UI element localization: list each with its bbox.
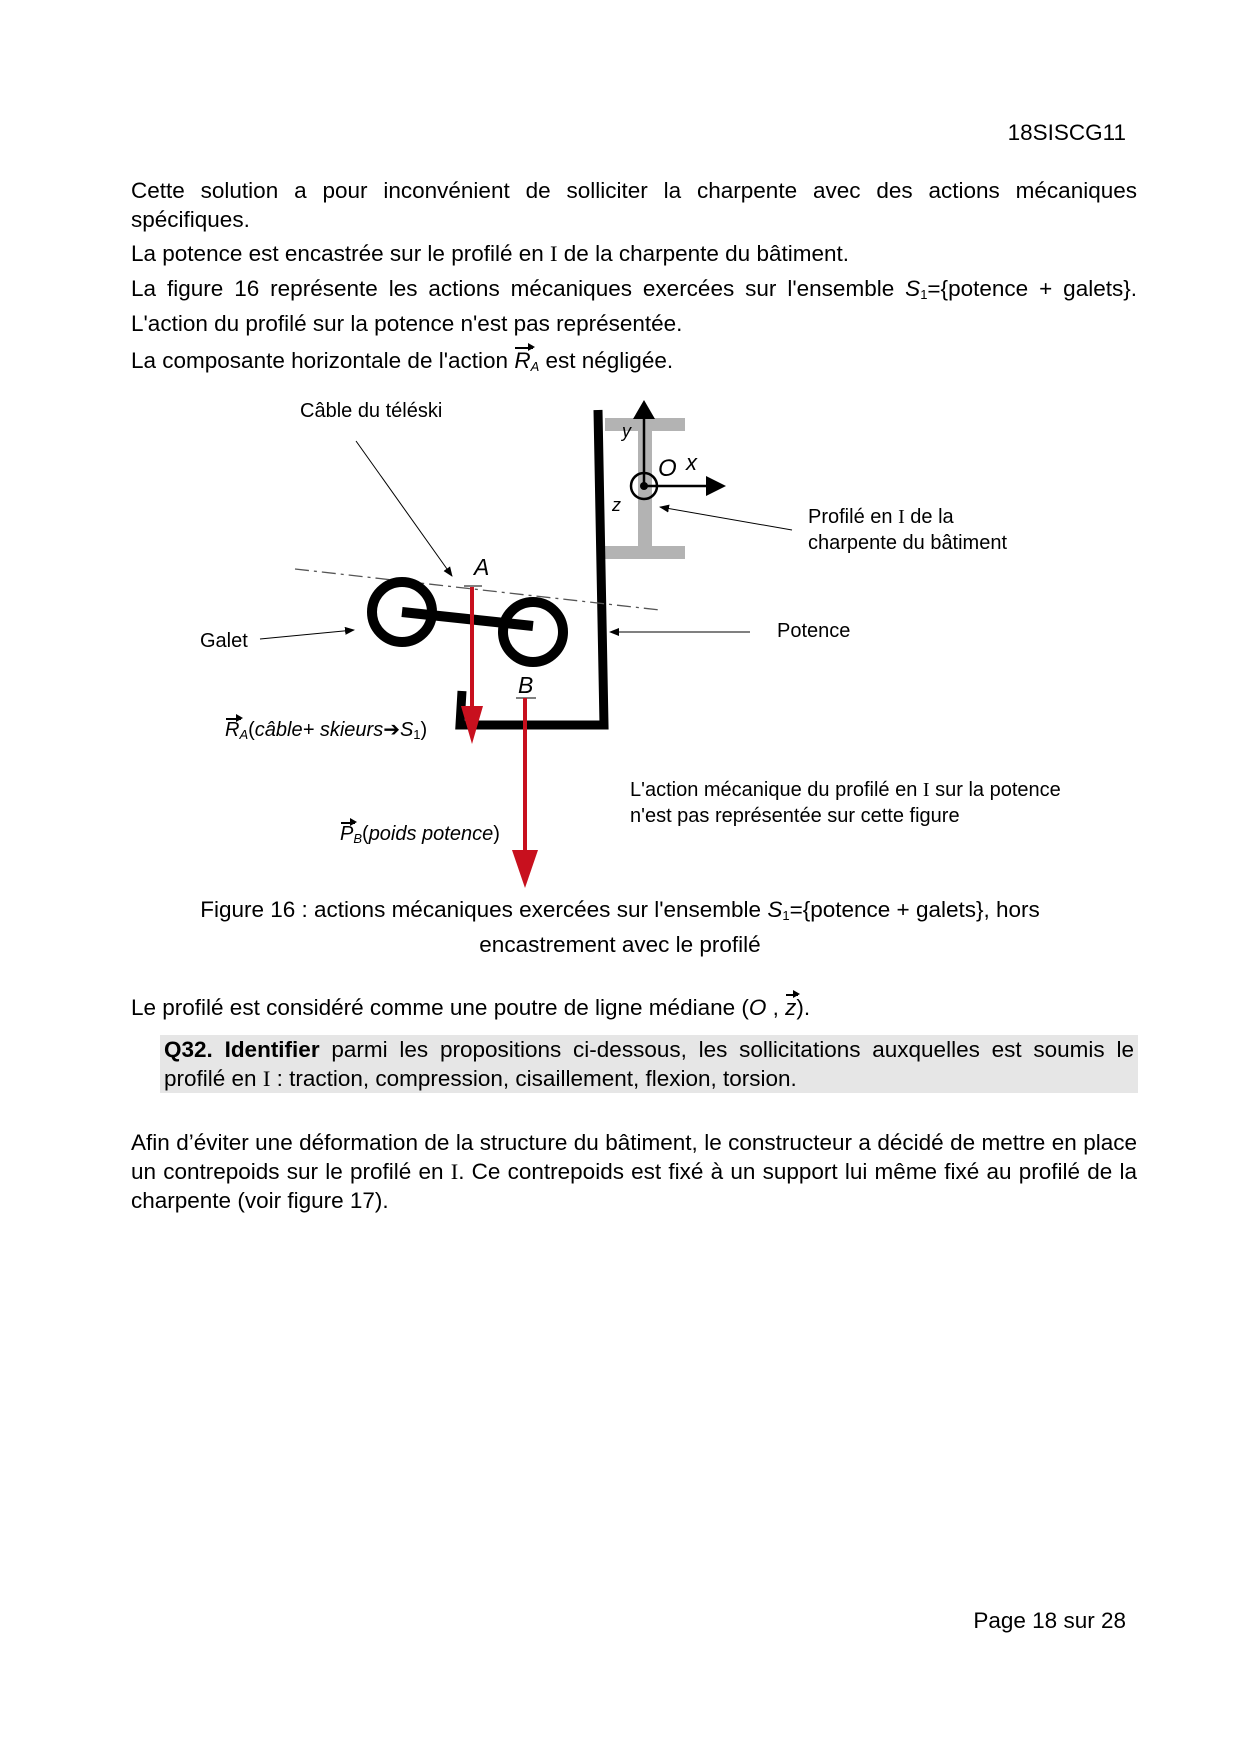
cable-leader	[356, 441, 452, 576]
point-a-label: A	[474, 554, 490, 580]
text-fragment: La figure 16 représente les actions mécaniques exercées sur l'ensemble	[131, 276, 895, 301]
axis-label-x: x	[686, 450, 697, 475]
text-fragment: La composante horizontale de l'action	[131, 348, 509, 373]
force-ra-desc: câble+ skieurs➔	[254, 719, 400, 741]
symbol-i: I	[450, 1159, 459, 1184]
text-fragment: . Ce contrepoids est fixé à un support lui même fixé au profilé de la charpente (voir figure 17).	[131, 1159, 1137, 1213]
force-ra-label: $R_A(câble+$ $skieurs➔S_1$)	[225, 719, 428, 742]
symbol-o: O	[748, 995, 767, 1020]
symbol-s-sub: 1	[920, 287, 928, 302]
symbol-s: S	[905, 276, 921, 301]
text-fragment: L'action mécanique du profilé en	[630, 779, 918, 801]
paragraph-intro: Cette solution a pour inconvénient de solliciter la charpente avec des actions mécaniques spécifiques.	[131, 178, 1137, 232]
symbol-i: I	[262, 1066, 271, 1091]
potence-label: Potence	[777, 620, 851, 642]
coordinate-system	[631, 400, 726, 499]
z-axis-dot	[640, 482, 648, 490]
page-number: Page 18 sur 28	[973, 1608, 1126, 1633]
text-fragment: La potence est encastrée sur le profilé en	[131, 241, 544, 266]
x-axis-arrowhead	[706, 476, 726, 496]
vector-ra: R	[225, 719, 240, 741]
question-text-end: : traction, compression, cisaillement, flexion, torsion.	[276, 1066, 797, 1091]
vector-ra: R	[514, 348, 531, 373]
vector-pb: P	[340, 823, 354, 845]
axis-label-z: z	[612, 495, 621, 515]
figure-caption	[120, 895, 1120, 959]
vector-ra-sub: A	[239, 727, 249, 742]
text-fragment: Profilé en	[808, 506, 893, 528]
symbol-i: I	[550, 241, 558, 266]
text-fragment: ={potence + galets}. L'action du profilé sur la potence n'est pas représentée.	[131, 276, 1137, 336]
galet-leader	[260, 630, 354, 639]
symbol-i: I	[898, 506, 905, 528]
symbol-s: S	[399, 719, 414, 741]
text-fragment: charpente du bâtiment	[808, 532, 1008, 554]
document-code: 18SISCG11	[1007, 120, 1126, 145]
cable-label: Câble du téléski	[300, 400, 443, 422]
text-fragment: est négligée.	[545, 348, 674, 373]
galets	[372, 582, 563, 662]
question-text: parmi les propositions ci-dessous, les sollicitations auxquelles est soumis le profilé en	[164, 1037, 1134, 1091]
profile-label	[808, 504, 1007, 556]
figure-note	[630, 777, 1061, 829]
paragraph-median-line: Le profilé est considéré comme une poutre de ligne médiane (O , z).	[131, 995, 811, 1020]
axis-label-o: O	[658, 455, 677, 482]
question-q32	[160, 1035, 1138, 1093]
force-pb-desc: poids potence	[368, 823, 494, 845]
question-verb: Identifier	[224, 1037, 320, 1062]
axis-label-y: y	[622, 421, 631, 441]
text-fragment: de la	[910, 506, 954, 528]
force-pb-label: $P_B(poids$ potence)	[340, 823, 500, 846]
profile-leader	[660, 507, 792, 530]
paragraph-counterweight	[120, 1128, 1137, 1215]
text-fragment: encastrement avec le profilé	[479, 932, 761, 957]
point-b-label: B	[518, 672, 534, 698]
text-fragment: de la charpente du bâtiment.	[563, 241, 849, 266]
text-fragment: sur la potence	[935, 779, 1061, 801]
question-number: Q32.	[164, 1037, 213, 1062]
galet-right	[503, 602, 563, 662]
symbol-s-sub: 1	[782, 908, 790, 923]
symbol-s-sub: 1	[413, 727, 421, 742]
text-fragment: Afin d’éviter une déformation de la structure du bâtiment, le constructeur a décidé de mettre en place un contrepoids sur le profilé en	[131, 1130, 1137, 1184]
vector-pb-sub: B	[353, 831, 363, 846]
symbol-i: I	[922, 779, 930, 801]
vector-ra-sub: A	[530, 359, 540, 374]
y-axis-arrowhead	[633, 400, 655, 419]
text-fragment: n'est pas représentée sur cette figure	[630, 805, 960, 827]
text-fragment: Figure 16 : actions mécaniques exercées sur l'ensemble	[200, 897, 762, 922]
text-fragment: Le profilé est considéré comme une poutre de ligne médiane	[131, 995, 736, 1020]
text-fragment: ={potence + galets}, hors	[789, 897, 1040, 922]
vector-z: z	[785, 995, 797, 1020]
galet-label: Galet	[200, 630, 248, 652]
symbol-s: S	[767, 897, 783, 922]
